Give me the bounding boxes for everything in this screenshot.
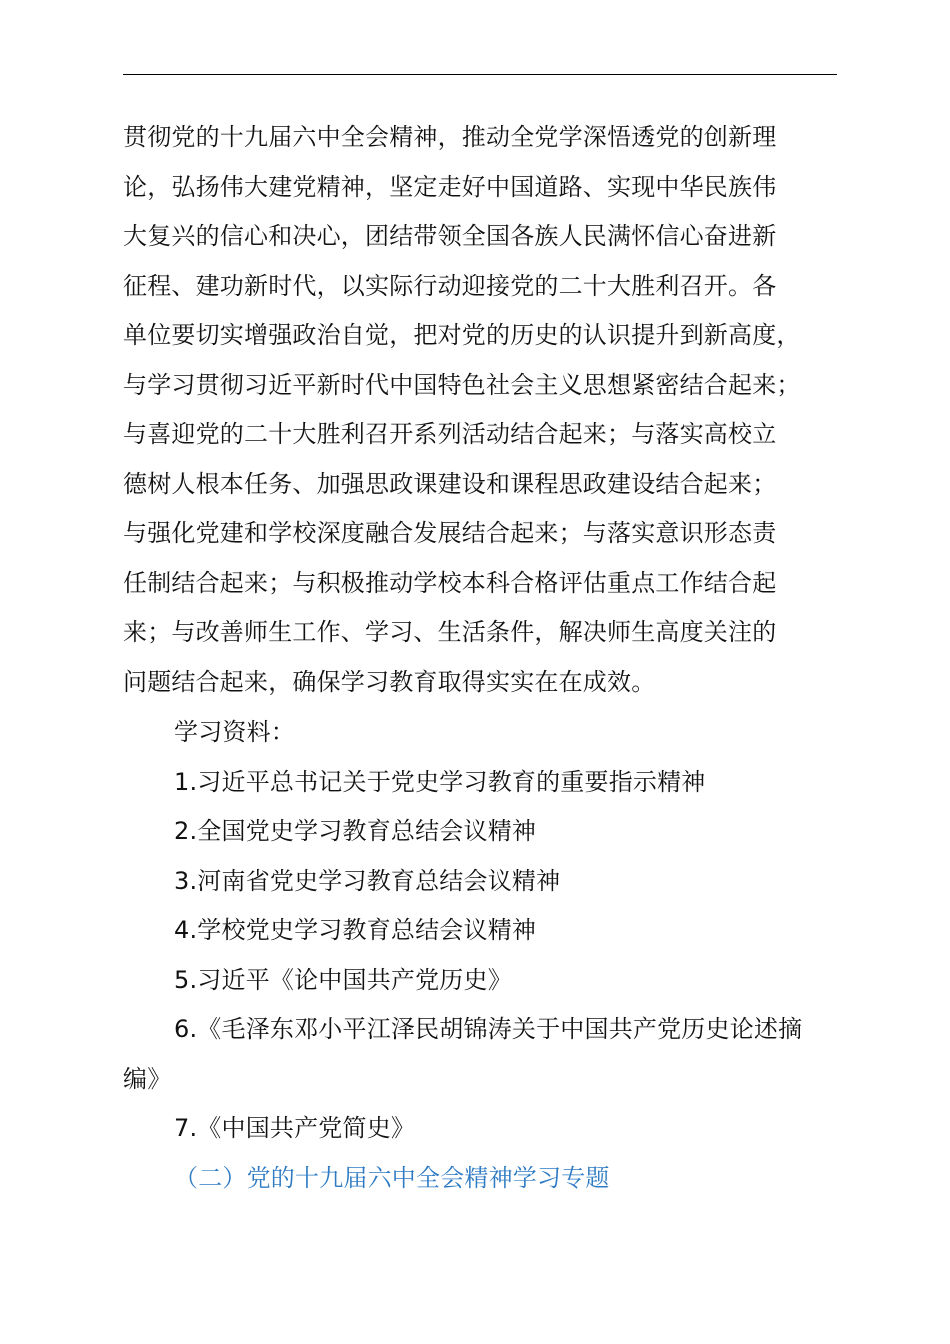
paragraph-line: 贯彻党的十九届六中全会精神，推动全党学深悟透党的创新理: [123, 123, 777, 151]
body-paragraph: [123, 113, 883, 707]
list-item: 4.学校党史学习教育总结会议精神: [174, 916, 537, 944]
paragraph-line: 与强化党建和学校深度融合发展结合起来；与落实意识形态责: [123, 519, 777, 547]
section-heading: （二）党的十九届六中全会精神学习专题: [174, 1163, 610, 1192]
paragraph-line: 与学习贯彻习近平新时代中国特色社会主义思想紧密结合起来；: [123, 370, 801, 399]
list-item-continuation: 编》: [123, 1064, 172, 1093]
paragraph-line: 单位要切实增强政治自觉，把对党的历史的认识提升到新高度，: [123, 321, 801, 349]
paragraph-line: 与喜迎党的二十大胜利召开系列活动结合起来；与落实高校立: [123, 420, 777, 448]
paragraph-line: 征程、建功新时代，以实际行动迎接党的二十大胜利召开。各: [123, 271, 777, 300]
list-item: 5.习近平《论中国共产党历史》: [174, 965, 512, 994]
list-item: 3.河南省党史学习教育总结会议精神: [174, 866, 561, 895]
paragraph-line: 任制结合起来；与积极推动学校本科合格评估重点工作结合起: [123, 568, 777, 597]
list-item: 1.习近平总书记关于党史学习教育的重要指示精神: [174, 767, 706, 796]
paragraph-line: 大复兴的信心和决心，团结带领全国各族人民满怀信心奋进新: [123, 222, 777, 250]
paragraph-line: 德树人根本任务、加强思政课建设和课程思政建设结合起来；: [123, 469, 777, 498]
list-item: 2.全国党史学习教育总结会议精神: [174, 817, 537, 845]
materials-label: 学习资料：: [174, 718, 295, 746]
header-rule: [123, 74, 837, 75]
paragraph-line: 问题结合起来，确保学习教育取得实实在在成效。: [123, 667, 656, 696]
list-item: 7.《中国共产党简史》: [174, 1114, 416, 1142]
paragraph-line: 来；与改善师生工作、学习、生活条件，解决师生高度关注的: [123, 618, 777, 646]
list-item: 6.《毛泽东邓小平江泽民胡锦涛关于中国共产党历史论述摘: [174, 1015, 803, 1043]
paragraph-line: 论，弘扬伟大建党精神，坚定走好中国道路、实现中华民族伟: [123, 172, 777, 201]
study-materials: [123, 708, 883, 1203]
